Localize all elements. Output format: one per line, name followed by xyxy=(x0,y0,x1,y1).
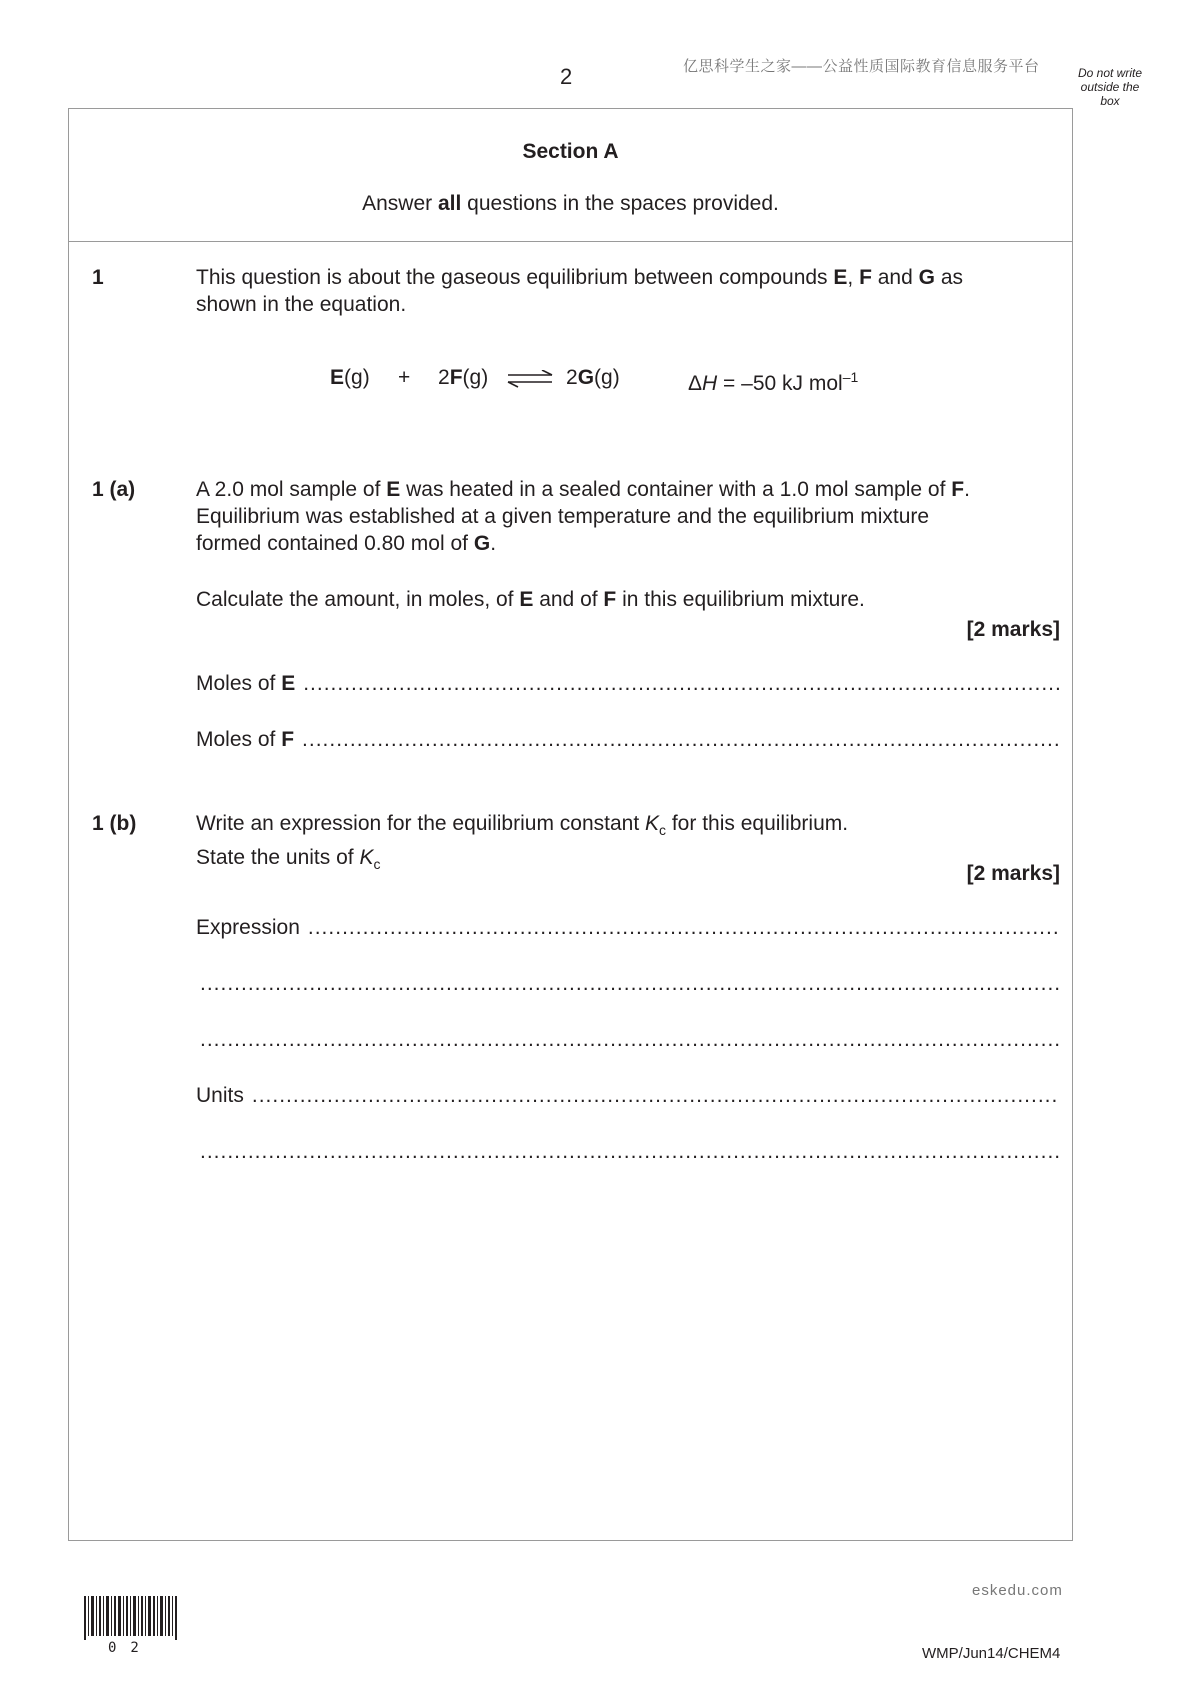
margin-note-line-1: Do not write xyxy=(1077,66,1143,80)
kc-symbol: K xyxy=(359,846,374,870)
q1b-text-2: for this equilibrium. xyxy=(666,812,849,835)
compound-g: G xyxy=(918,266,935,289)
question-1a-task xyxy=(196,586,1060,613)
eq-f: F xyxy=(449,366,463,389)
equation-product-g xyxy=(566,364,620,391)
question-1-intro-line-2: shown in the equation. xyxy=(196,293,407,316)
equation-plus: + xyxy=(398,366,411,389)
moles-f-species: F xyxy=(281,728,295,751)
eq-f-state: (g) xyxy=(462,366,489,389)
q1a-text-1: A 2.0 mol sample of xyxy=(196,478,387,501)
instruction-text-1: Answer xyxy=(362,192,438,215)
eq-g-state: (g) xyxy=(594,366,620,389)
question-1a-number: 1 (a) xyxy=(92,478,136,501)
question-1b-number: 1 (b) xyxy=(92,812,137,835)
compound-e: E xyxy=(833,266,848,289)
eq-g: G xyxy=(577,366,595,389)
page-number: 2 xyxy=(560,64,573,89)
question-1b-line-2 xyxy=(196,844,1060,878)
task-text-1: Calculate the amount, in moles, of xyxy=(196,588,520,611)
equation-reactant-e xyxy=(330,364,370,391)
task-text-2: and of xyxy=(533,588,604,611)
dotted-answer-line[interactable] xyxy=(308,916,1060,940)
expression-label: Expression xyxy=(196,916,300,939)
question-1b-marks: [2 marks] xyxy=(966,862,1060,885)
moles-label-text: Moles of xyxy=(196,672,282,695)
enthalpy-h: H xyxy=(702,372,718,395)
answer-line-units[interactable] xyxy=(196,1084,1060,1112)
intro-text: This question is about the gaseous equilibrium between compounds xyxy=(196,266,834,289)
eq-e-state: (g) xyxy=(344,366,370,389)
footer-paper-code: WMP/Jun14/CHEM4 xyxy=(922,1645,1061,1662)
watermark-text: 亿思科学生之家——公益性质国际教育信息服务平台 xyxy=(683,58,1040,75)
dotted-answer-line[interactable] xyxy=(200,972,1060,996)
moles-f-label xyxy=(196,728,294,752)
answer-line-units-2[interactable] xyxy=(196,1140,1060,1168)
delta-symbol: Δ xyxy=(688,372,703,395)
task-e: E xyxy=(519,588,534,611)
answer-line-moles-e[interactable] xyxy=(196,672,1060,700)
margin-note xyxy=(1068,66,1152,108)
q1a-text-3: formed contained 0.80 mol of xyxy=(196,532,474,555)
moles-label-text: Moles of xyxy=(196,728,282,751)
margin-note-line-3: box xyxy=(1100,94,1120,108)
eq-e: E xyxy=(330,366,345,389)
question-1-intro xyxy=(196,264,1060,318)
dotted-answer-line[interactable] xyxy=(302,728,1060,752)
q1a-period-2: . xyxy=(490,532,497,555)
dotted-answer-line[interactable] xyxy=(200,1028,1060,1052)
question-1a-line-3 xyxy=(196,530,1060,557)
instruction-bold: all xyxy=(437,192,462,215)
q1a-e: E xyxy=(386,478,401,501)
question-1-number: 1 xyxy=(92,266,104,289)
question-1a-line-1 xyxy=(196,476,1060,503)
answer-line-expression[interactable] xyxy=(196,916,1060,944)
compound-f: F xyxy=(859,266,872,289)
task-text-3: in this equilibrium mixture. xyxy=(616,588,865,611)
question-1-intro-line-1 xyxy=(196,264,1060,291)
intro-text-2: as xyxy=(934,266,963,289)
answer-line-expression-3[interactable] xyxy=(196,1028,1060,1056)
question-1b-body xyxy=(196,810,1060,878)
kc-subscript: c xyxy=(659,822,667,839)
equation-reactant-f xyxy=(438,364,488,391)
q1a-g: G xyxy=(473,532,491,555)
question-1a-line-2: Equilibrium was established at a given temperature and the equilibrium mixture xyxy=(196,505,930,528)
barcode-number: 02 xyxy=(108,1640,153,1656)
answer-line-expression-2[interactable] xyxy=(196,972,1060,1000)
margin-note-line-2: outside the xyxy=(1080,80,1140,94)
comma: , xyxy=(847,266,860,289)
section-header xyxy=(68,108,1073,242)
and-text: and xyxy=(871,266,919,289)
section-title: Section A xyxy=(522,140,619,163)
enthalpy-exponent: –1 xyxy=(842,369,859,385)
question-1b-line-1 xyxy=(196,810,1060,844)
instruction-text-2: questions in the spaces provided. xyxy=(461,192,779,215)
moles-e-species: E xyxy=(281,672,296,695)
enthalpy-value: = –50 kJ mol xyxy=(717,372,843,395)
footer-site: eskedu.com xyxy=(972,1582,1063,1599)
q1a-f: F xyxy=(951,478,965,501)
units-label: Units xyxy=(196,1084,244,1107)
task-f: F xyxy=(603,588,617,611)
eq-g-coef: 2 xyxy=(566,366,578,389)
question-1a-marks: [2 marks] xyxy=(966,618,1060,641)
kc-subscript: c xyxy=(373,856,381,873)
dotted-answer-line[interactable] xyxy=(303,672,1060,696)
barcode-icon xyxy=(84,1596,178,1640)
dotted-answer-line[interactable] xyxy=(252,1084,1060,1108)
question-1a-body xyxy=(196,476,1060,613)
q1b-text-1: Write an expression for the equilibrium constant xyxy=(196,812,645,835)
dotted-answer-line[interactable] xyxy=(200,1140,1060,1164)
moles-e-label xyxy=(196,672,295,696)
eq-f-coef: 2 xyxy=(438,366,450,389)
equation-enthalpy xyxy=(688,364,858,397)
equilibrium-arrow-icon xyxy=(506,370,554,388)
q1b-text-3: State the units of xyxy=(196,846,360,870)
q1a-text-2: was heated in a sealed container with a 1.0 mol sample of xyxy=(400,478,952,501)
section-instruction xyxy=(68,192,1073,216)
kc-symbol: K xyxy=(645,812,660,835)
answer-line-moles-f[interactable] xyxy=(196,728,1060,756)
q1a-period: . xyxy=(964,478,970,501)
